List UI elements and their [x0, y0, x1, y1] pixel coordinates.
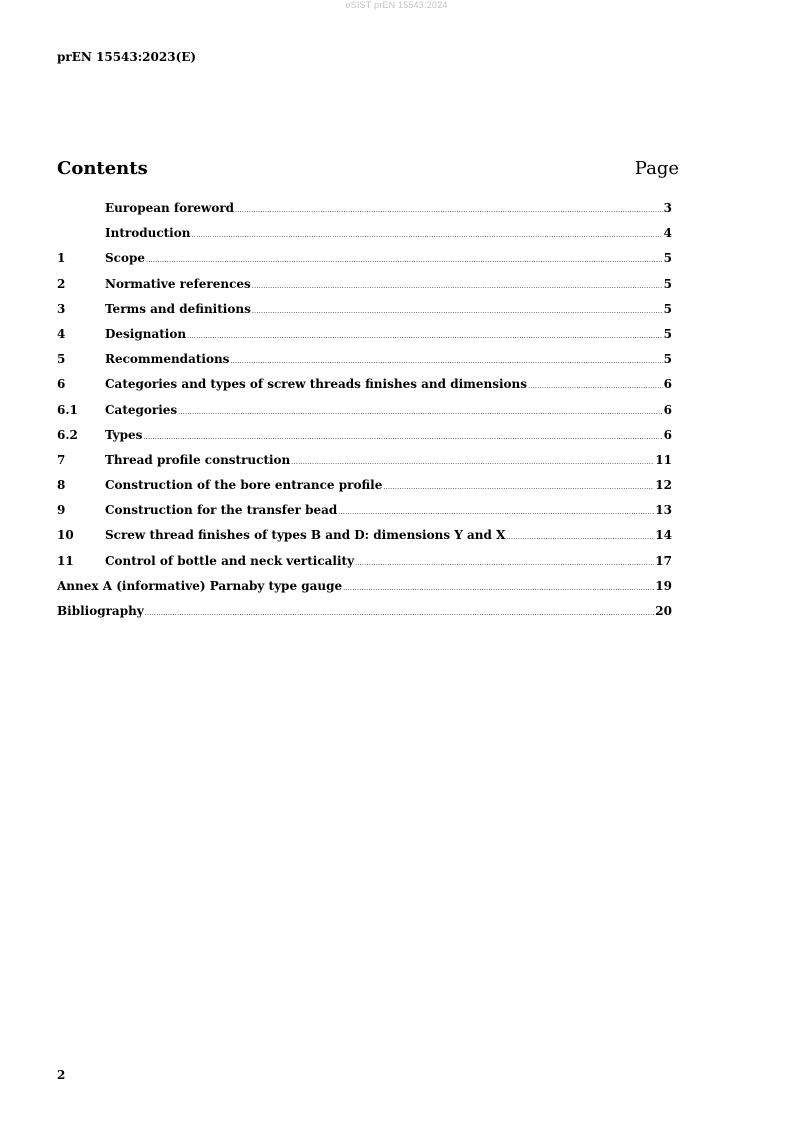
toc-entry-title: Construction for the transfer bead [105, 503, 338, 518]
toc-entry-bore-entrance-profile[interactable] [57, 478, 672, 503]
toc-entry-european-foreword[interactable] [57, 201, 672, 226]
toc-entry-number: 6.1 [57, 402, 78, 417]
toc-leader-dots [187, 333, 663, 340]
toc-entry-number: 3 [57, 301, 66, 316]
contents-title: Contents [57, 158, 148, 179]
toc-entry-title: Categories and types of screw threads finishes and dimensions [105, 377, 528, 392]
toc-entry-thread-profile-construction[interactable] [57, 453, 672, 478]
page-column-label: Page [634, 158, 679, 179]
toc-entry-screw-thread-finishes[interactable] [57, 528, 672, 553]
toc-entry-page: 5 [663, 251, 672, 266]
toc-entry-page: 4 [663, 226, 672, 241]
toc-entry-introduction[interactable] [57, 226, 672, 251]
toc-entry-title: Designation [105, 326, 187, 341]
contents-heading [57, 158, 679, 182]
toc-entry-number: 10 [57, 528, 74, 543]
toc-entry-number: 1 [57, 251, 66, 266]
toc-entry-title: Bibliography [57, 604, 144, 618]
toc-entry-page: 3 [663, 201, 672, 215]
toc-entry-number: 7 [57, 452, 66, 467]
document-id: prEN 15543:2023(E) [57, 50, 197, 64]
toc-entry-bottle-neck-verticality[interactable] [57, 554, 672, 579]
toc-leader-dots [252, 283, 663, 290]
toc-entry-page: 5 [663, 352, 672, 367]
toc-leader-dots [383, 484, 654, 491]
table-of-contents [57, 201, 672, 629]
page-number: 2 [57, 1068, 66, 1082]
toc-leader-dots [191, 232, 662, 239]
toc-entry-title: European foreword [105, 201, 235, 215]
toc-entry-title: Terms and definitions [105, 301, 251, 316]
toc-entry-number: 11 [57, 553, 74, 568]
toc-leader-dots [252, 308, 663, 315]
toc-entry-page: 13 [655, 503, 672, 518]
toc-entry-title: Screw thread finishes of types B and D: dimensions Y and X [105, 528, 506, 543]
toc-entry-page: 14 [655, 528, 672, 543]
toc-entry-title: Control of bottle and neck verticality [105, 553, 355, 568]
toc-leader-dots [338, 509, 654, 516]
toc-entry-title: Construction of the bore entrance profile [105, 478, 383, 493]
toc-entry-categories[interactable] [57, 403, 672, 428]
toc-entry-designation[interactable] [57, 327, 672, 352]
toc-entry-title: Thread profile construction [105, 452, 291, 467]
toc-leader-dots [235, 207, 663, 214]
toc-entry-title: Recommendations [105, 352, 230, 367]
toc-entry-types[interactable] [57, 428, 672, 453]
toc-entry-page: 6 [663, 377, 672, 392]
toc-leader-dots [145, 610, 655, 617]
toc-leader-dots [146, 257, 663, 264]
toc-entry-page: 6 [663, 427, 672, 442]
toc-leader-dots [178, 409, 662, 416]
toc-entry-page: 5 [663, 326, 672, 341]
toc-entry-title: Scope [105, 251, 146, 266]
toc-entry-title: Annex A (informative) Parnaby type gauge [57, 578, 343, 593]
toc-leader-dots [528, 383, 663, 390]
toc-entry-page: 5 [663, 276, 672, 291]
toc-entry-page: 19 [655, 578, 672, 593]
toc-entry-transfer-bead[interactable] [57, 503, 672, 528]
toc-entry-title: Types [105, 427, 143, 442]
toc-entry-terms-and-definitions[interactable] [57, 302, 672, 327]
toc-entry-title: Normative references [105, 276, 251, 291]
toc-entry-page: 5 [663, 301, 672, 316]
toc-entry-number: 4 [57, 326, 66, 341]
toc-entry-page: 11 [655, 452, 672, 467]
toc-entry-number: 6.2 [57, 427, 78, 442]
toc-entry-recommendations[interactable] [57, 352, 672, 377]
toc-entry-annex-a[interactable] [57, 579, 672, 604]
toc-entry-number: 2 [57, 276, 66, 291]
toc-entry-normative-references[interactable] [57, 277, 672, 302]
toc-leader-dots [230, 358, 662, 365]
toc-entry-number: 6 [57, 377, 66, 392]
toc-entry-title: Introduction [105, 226, 191, 241]
toc-leader-dots [355, 560, 654, 567]
toc-leader-dots [291, 459, 654, 466]
toc-leader-dots [343, 585, 654, 592]
toc-entry-page: 6 [663, 402, 672, 417]
toc-entry-number: 5 [57, 352, 66, 367]
toc-entry-page: 17 [655, 553, 672, 568]
toc-entry-scope[interactable] [57, 251, 672, 276]
toc-entry-title: Categories [105, 402, 178, 417]
toc-entry-bibliography[interactable] [57, 604, 672, 629]
toc-entry-page: 12 [655, 478, 672, 493]
toc-leader-dots [506, 534, 654, 541]
toc-leader-dots [143, 434, 662, 441]
toc-entry-number: 9 [57, 503, 66, 518]
toc-entry-number: 8 [57, 478, 66, 493]
watermark-text: oSIST prEN 15543:2024 [345, 0, 448, 10]
toc-entry-page: 20 [655, 604, 672, 618]
toc-entry-categories-and-types[interactable] [57, 377, 672, 402]
